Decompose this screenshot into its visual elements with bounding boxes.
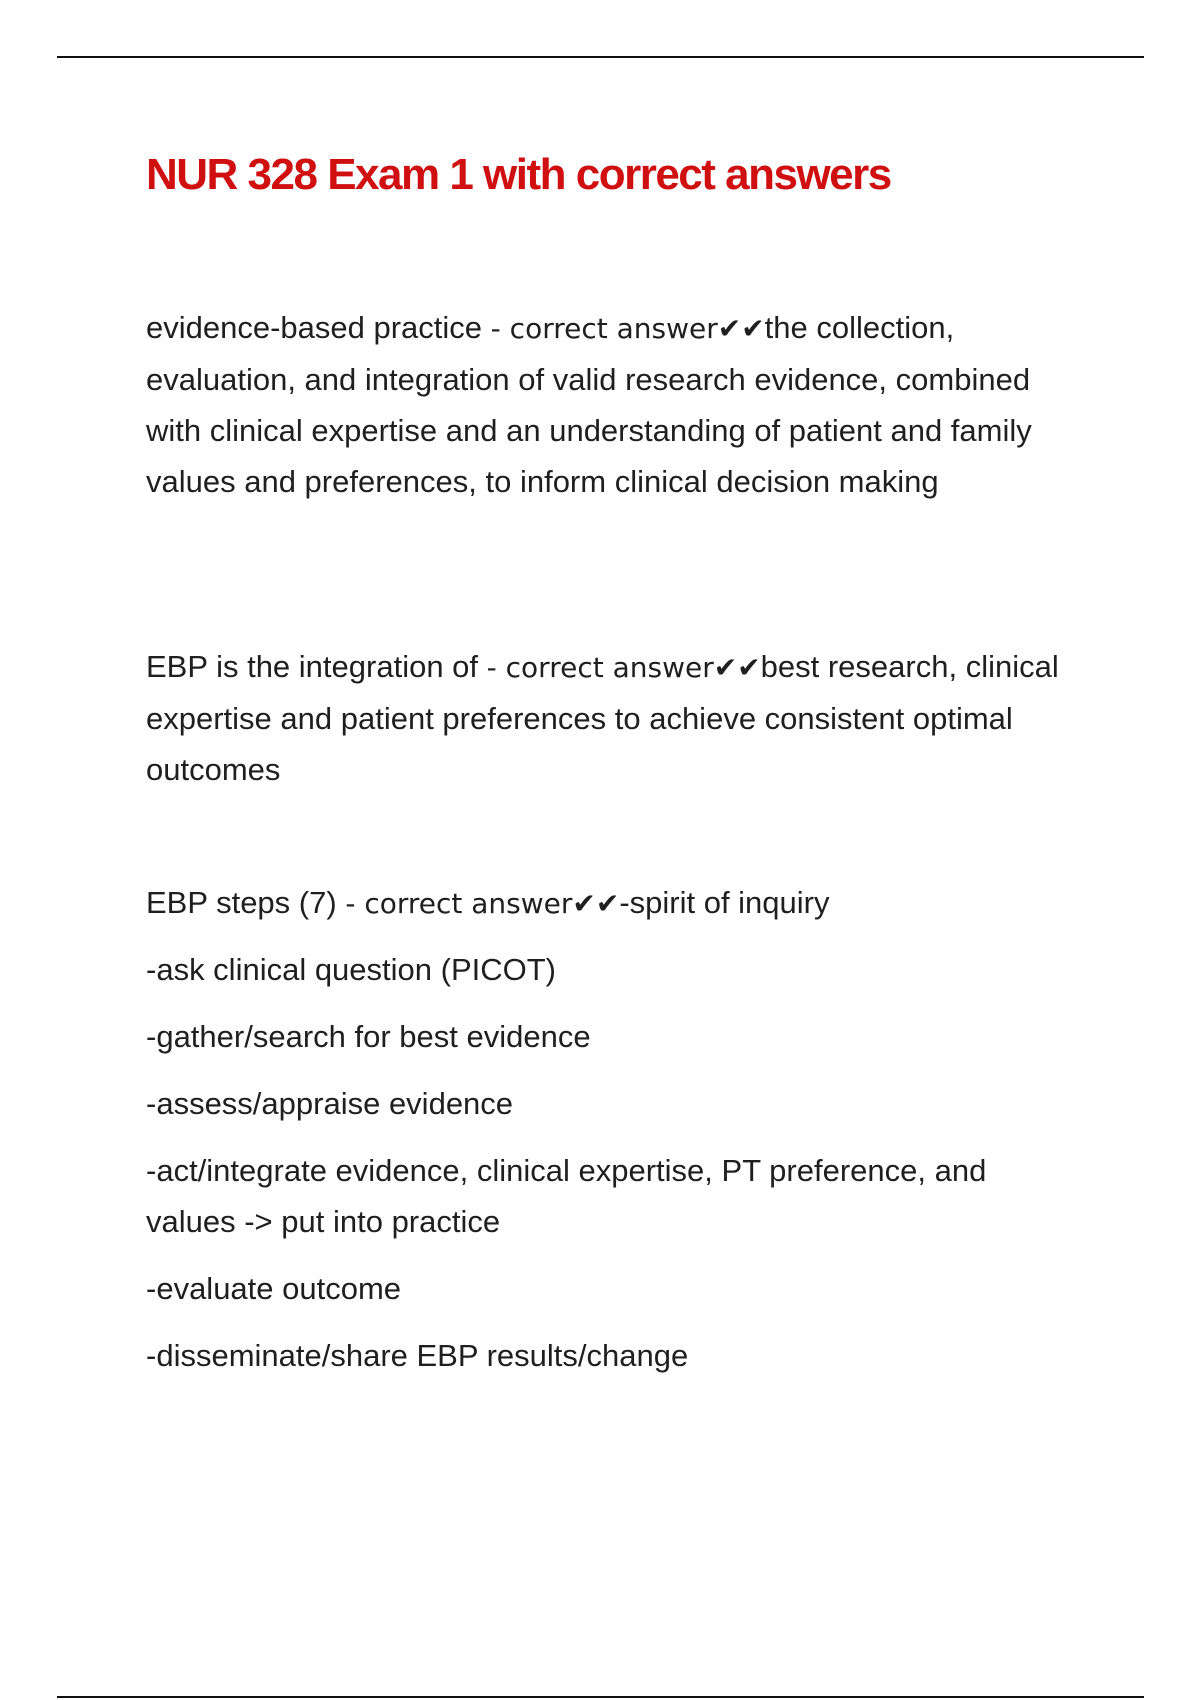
document-title: NUR 328 Exam 1 with correct answers (146, 150, 891, 199)
answer-marker: - correct answer✔✔ (490, 312, 765, 345)
bottom-rule (57, 1696, 1144, 1698)
list-item: -ask clinical question (PICOT) (146, 952, 557, 987)
answer-marker: - correct answer✔✔ (345, 887, 620, 920)
entry-term: evidence-based practice (146, 310, 483, 345)
entry-answer: best research, clinical expertise and patient preferences to achieve consistent optimal outcomes (146, 649, 1059, 787)
entry-term: EBP steps (7) (146, 885, 337, 920)
top-rule (57, 56, 1144, 58)
entry-term: EBP is the integration of (146, 649, 479, 684)
entry-answer: the collection, evaluation, and integration of valid research evidence, combined with clinical expertise and an understanding of patient and family values and preferences, to inform clinical decision making (146, 310, 1032, 499)
ebp-steps-list (146, 944, 1076, 1397)
list-item: -gather/search for best evidence (146, 1019, 591, 1054)
list-item: -disseminate/share EBP results/change (146, 1338, 689, 1373)
entry-answer: -spirit of inquiry (619, 885, 830, 920)
answer-marker: - correct answer✔✔ (486, 651, 761, 684)
list-item: -assess/appraise evidence (146, 1086, 514, 1121)
list-item: -act/integrate evidence, clinical expertise, PT preference, and values -> put into practice (146, 1153, 987, 1239)
list-item: -evaluate outcome (146, 1271, 402, 1306)
qa-entry (146, 877, 1076, 929)
qa-entry (146, 641, 1076, 795)
qa-entry (146, 302, 1076, 507)
